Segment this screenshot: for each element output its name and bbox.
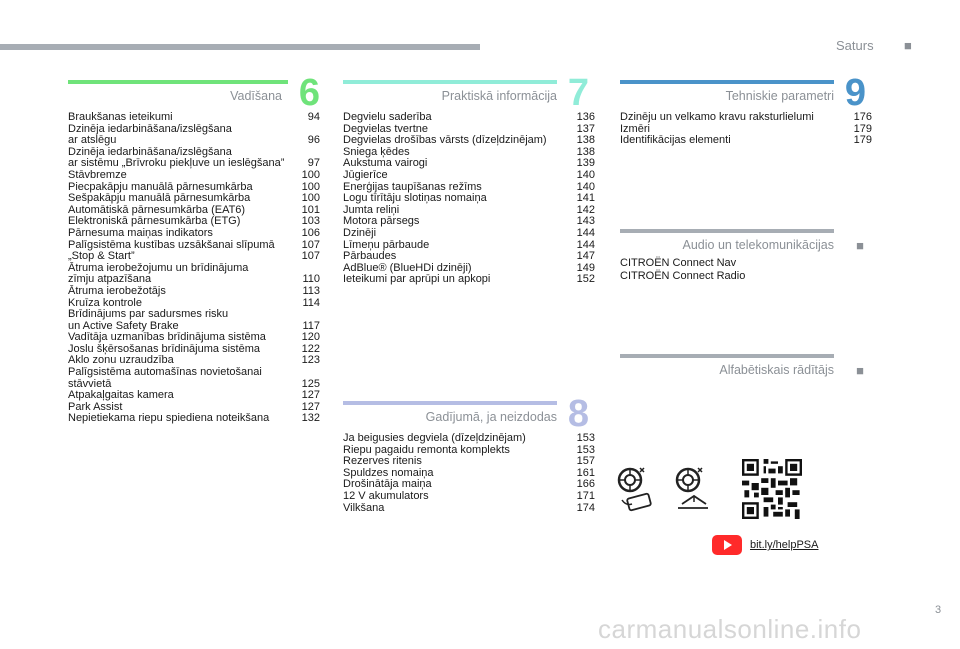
toc-entry-page: 100 — [301, 192, 320, 205]
section-8-title: Gadījumā, ja neizdodas — [425, 410, 557, 424]
toc-entry-page: 152 — [576, 273, 595, 286]
watermark: carmanualsonline.info — [598, 614, 862, 644]
toc-entry-page: 117 — [302, 319, 320, 332]
toc-entry-page: 179 — [853, 134, 872, 147]
toc-entry-title: Atpakaļgaitas kamera — [68, 389, 174, 402]
toc-entry-page: 140 — [576, 168, 595, 181]
toc-entry-title: Enerģijas taupīšanas režīms — [343, 180, 482, 193]
toc-entry[interactable] — [68, 286, 320, 298]
help-link[interactable] — [712, 535, 818, 555]
toc-entry-page: 144 — [576, 226, 595, 239]
toc-entry-page: 120 — [301, 331, 320, 344]
tire-repair-icon — [616, 466, 658, 512]
toc-entry-page: 97 — [307, 157, 320, 170]
toc-entry-title: Sniega ķēdes — [343, 145, 410, 158]
toc-entry-page: 136 — [576, 111, 595, 123]
section-6-number: 6 — [298, 72, 320, 114]
section-6-bar — [68, 80, 288, 84]
toc-entry-title: Stāvbremze — [68, 168, 127, 181]
toc-entry[interactable] — [343, 216, 595, 228]
toc-entry-page: 103 — [301, 215, 320, 228]
toc-entry-page: 132 — [301, 412, 320, 425]
toc-entry-page: 107 — [301, 238, 320, 251]
toc-entry-title: Joslu šķērsošanas brīdinājuma sistēma — [68, 342, 260, 355]
toc-entry-title: Aukstuma vairogi — [343, 157, 428, 170]
toc-entry-page: 100 — [301, 168, 320, 181]
toc-entry[interactable] — [343, 228, 595, 240]
toc-entry-title: Drošinātāja maiņa — [343, 478, 432, 491]
toc-entry-page: 110 — [302, 273, 320, 286]
toc-entry-page: 171 — [576, 489, 595, 502]
toc-entry-title: Kruīza kontrole — [68, 296, 142, 309]
section-7-header[interactable] — [343, 72, 597, 114]
toc-entry-title: Nepietiekama riepu spiediena noteikšana — [68, 412, 270, 425]
toc-entry-title: Sešpakāpju manuālā pārnesumkārba — [68, 192, 251, 205]
toc-entry[interactable] — [343, 491, 595, 503]
section-7-title: Praktiskā informācija — [441, 89, 557, 103]
toc-entry-page: 138 — [576, 145, 595, 158]
toc-entry-title: Piecpakāpju manuālā pārnesumkārba — [68, 180, 253, 193]
toc-entry-page: 161 — [576, 466, 595, 479]
toc-entry[interactable] — [343, 503, 595, 515]
section-8-number: 8 — [567, 393, 589, 435]
audio-items — [620, 257, 745, 282]
toc-entry-title: Palīgsistēma automašīnas novietošanai stāvvietā — [68, 366, 262, 390]
toc-entry-page: 122 — [301, 342, 320, 355]
qr-code-icon — [742, 459, 802, 519]
toc-entry-page: 166 — [576, 478, 595, 491]
audio-item-nav[interactable]: CITROËN Connect Nav — [620, 257, 737, 269]
toc-entry-title: Brīdinājums par sadursmes risku un Active Safety Brake — [68, 308, 229, 332]
section-7-number: 7 — [567, 72, 589, 114]
toc-entry-page: 153 — [576, 443, 595, 456]
toc-entry[interactable] — [68, 124, 320, 147]
toc-entry-title: Dzinēju un velkamo kravu raksturlielumi — [620, 111, 814, 123]
toc-entry-page: 96 — [307, 134, 320, 147]
toc-entry-title: 12 V akumulators — [343, 489, 429, 502]
toc-entry-title: Braukšanas ieteikumi — [68, 111, 173, 123]
toc-entry-page: 140 — [576, 180, 595, 193]
section-9-bar — [620, 80, 834, 84]
toc-entry-page: 100 — [301, 180, 320, 193]
toc-entry[interactable] — [68, 263, 320, 286]
section-6-header[interactable] — [68, 72, 322, 114]
toc-entry-page: 138 — [576, 134, 595, 147]
toc-entry-page: 153 — [576, 432, 595, 444]
toc-entry-title: Jūgierīce — [343, 168, 388, 181]
toc-entry[interactable] — [68, 193, 320, 205]
toc-entry-page: 127 — [301, 400, 320, 413]
toc-entry-title: Rezerves ritenis — [343, 455, 422, 468]
section-9-header[interactable] — [620, 72, 874, 114]
toc-entry-title: Pārnesuma maiņas indikators — [68, 226, 213, 239]
toc-entry-page: 114 — [302, 296, 320, 309]
toc-entry-page: 107 — [301, 250, 320, 263]
toc-entry-page: 94 — [307, 111, 320, 123]
toc-entry-title: Motora pārsegs — [343, 215, 420, 228]
toc-entry-title: Degvielu saderība — [343, 111, 432, 123]
page-number: 3 — [935, 604, 942, 616]
toc-entry-page: 101 — [301, 203, 320, 216]
youtube-icon[interactable] — [712, 535, 742, 555]
toc-entry-title: Ieteikumi par aprūpi un apkopi — [343, 273, 491, 286]
toc-entry-title: Elektroniskā pārnesumkārba (ETG) — [68, 215, 241, 228]
page-header-bullet: ■ — [904, 38, 912, 53]
alpha-index-bullet: ■ — [856, 363, 864, 378]
toc-entry-title: Ātruma ierobežotājs — [68, 284, 166, 297]
section-8-bar — [343, 401, 557, 405]
toc-entry-page: 157 — [576, 455, 595, 468]
toc-entry-page: 149 — [576, 261, 595, 274]
toc-entry[interactable] — [68, 309, 320, 332]
toc-entry-title: Dzinēja iedarbināšana/izslēgšana ar atslēgu — [68, 122, 232, 147]
audio-section-bar — [620, 229, 834, 233]
toc-entry[interactable] — [68, 413, 320, 425]
toc-entry-title: Logu tīrītāju slotiņas nomaiņa — [343, 192, 487, 205]
section-9-number: 9 — [844, 72, 866, 114]
toc-entry-title: AdBlue® (BlueHDi dzinēji) — [343, 261, 472, 274]
toc-entry-page: 139 — [576, 157, 595, 170]
toc-entry-title: Izmēri — [620, 122, 650, 135]
toc-entry[interactable] — [68, 170, 320, 182]
toc-entry-title: Līmeņu pārbaude — [343, 238, 430, 251]
help-link-text[interactable]: bit.ly/helpPSA — [750, 539, 819, 551]
toc-entry-title: Park Assist — [68, 400, 123, 413]
section-6-title: Vadīšana — [230, 89, 282, 103]
toc-entry-page: 141 — [576, 192, 595, 205]
section-8-header[interactable] — [343, 393, 597, 435]
toc-entry[interactable] — [343, 170, 595, 182]
toc-entry[interactable] — [343, 433, 595, 445]
toc-entry-page: 127 — [301, 389, 320, 402]
toc-entry-title: Aklo zonu uzraudzība — [68, 354, 174, 367]
toc-entry-page: 147 — [576, 250, 595, 263]
alpha-index-title: Alfabētiskais rādītājs — [719, 363, 834, 377]
toc-entry-title: Vadītāja uzmanības brīdinājuma sistēma — [68, 331, 266, 344]
section-6-toc — [68, 112, 320, 425]
toc-entry-page: 142 — [576, 203, 595, 216]
audio-section-title: Audio un telekomunikācijas — [682, 238, 834, 252]
toc-entry-title: Degvielas drošības vārsts (dīzeļdzinējam) — [343, 134, 547, 147]
toc-entry[interactable] — [343, 112, 595, 124]
section-7-bar — [343, 80, 557, 84]
toc-entry-page: 125 — [301, 377, 320, 390]
toc-entry-title: Degvielas tvertne — [343, 122, 428, 135]
toc-entry[interactable] — [343, 193, 595, 205]
toc-entry-title: Riepu pagaidu remonta komplekts — [343, 443, 510, 456]
toc-entry-title: Identifikācijas elementi — [620, 134, 731, 147]
toc-entry-title: Jumta reliņi — [343, 203, 400, 216]
toc-entry[interactable] — [68, 147, 320, 170]
section-8-toc — [343, 433, 595, 514]
toc-entry[interactable] — [68, 112, 320, 124]
toc-entry-page: 176 — [853, 111, 872, 123]
section-7-toc — [343, 112, 595, 286]
toc-entry-title: Spuldzes nomaiņa — [343, 466, 434, 479]
toc-entry-title: Vilkšana — [343, 501, 385, 514]
toc-entry-page: 137 — [576, 122, 595, 135]
toc-entry-page: 144 — [576, 238, 595, 251]
toc-entry[interactable] — [68, 228, 320, 240]
toc-entry-title: Automātiskā pārnesumkārba (EAT6) — [68, 203, 246, 216]
top-divider — [0, 44, 480, 50]
audio-section-header[interactable] — [620, 229, 874, 259]
toc-entry[interactable] — [68, 251, 320, 263]
section-9-toc — [620, 112, 872, 147]
toc-entry-page: 174 — [576, 501, 595, 514]
toc-entry[interactable] — [620, 112, 872, 124]
toc-entry-title: Dzinēja iedarbināšana/izslēgšana ar sistēmu „Brīvroku piekļuve un ieslēgšana” — [68, 145, 285, 170]
toc-entry-page: 123 — [301, 354, 320, 367]
toc-entry[interactable] — [68, 367, 320, 390]
alpha-index-bar — [620, 354, 834, 358]
toc-entry-page: 106 — [301, 226, 320, 239]
alpha-index-header[interactable] — [620, 354, 874, 384]
toc-entry[interactable] — [343, 274, 595, 286]
toc-entry-title: Ātruma ierobežojumu un brīdinājuma zīmju atpazīšana — [68, 261, 249, 286]
spare-wheel-icon — [674, 466, 716, 512]
toc-entry-title: Dzinēji — [343, 226, 377, 239]
toc-entry-page: 113 — [302, 284, 320, 297]
toc-entry-page: 143 — [576, 215, 595, 228]
toc-entry-title: Ja beigusies degviela (dīzeļdzinējam) — [343, 432, 526, 444]
toc-entry-title: Pārbaudes — [343, 250, 397, 263]
toc-entry-title: Palīgsistēma kustības uzsākšanai slīpumā — [68, 238, 275, 251]
audio-section-bullet: ■ — [856, 238, 864, 253]
toc-entry[interactable] — [343, 251, 595, 263]
toc-entry-title: „Stop & Start” — [68, 250, 135, 263]
toc-entry[interactable] — [620, 135, 872, 147]
audio-item-radio[interactable]: CITROËN Connect Radio — [620, 269, 746, 282]
toc-entry-page: 179 — [853, 122, 872, 135]
page-header-title: Saturs — [836, 38, 874, 53]
section-9-title: Tehniskie parametri — [725, 89, 834, 103]
